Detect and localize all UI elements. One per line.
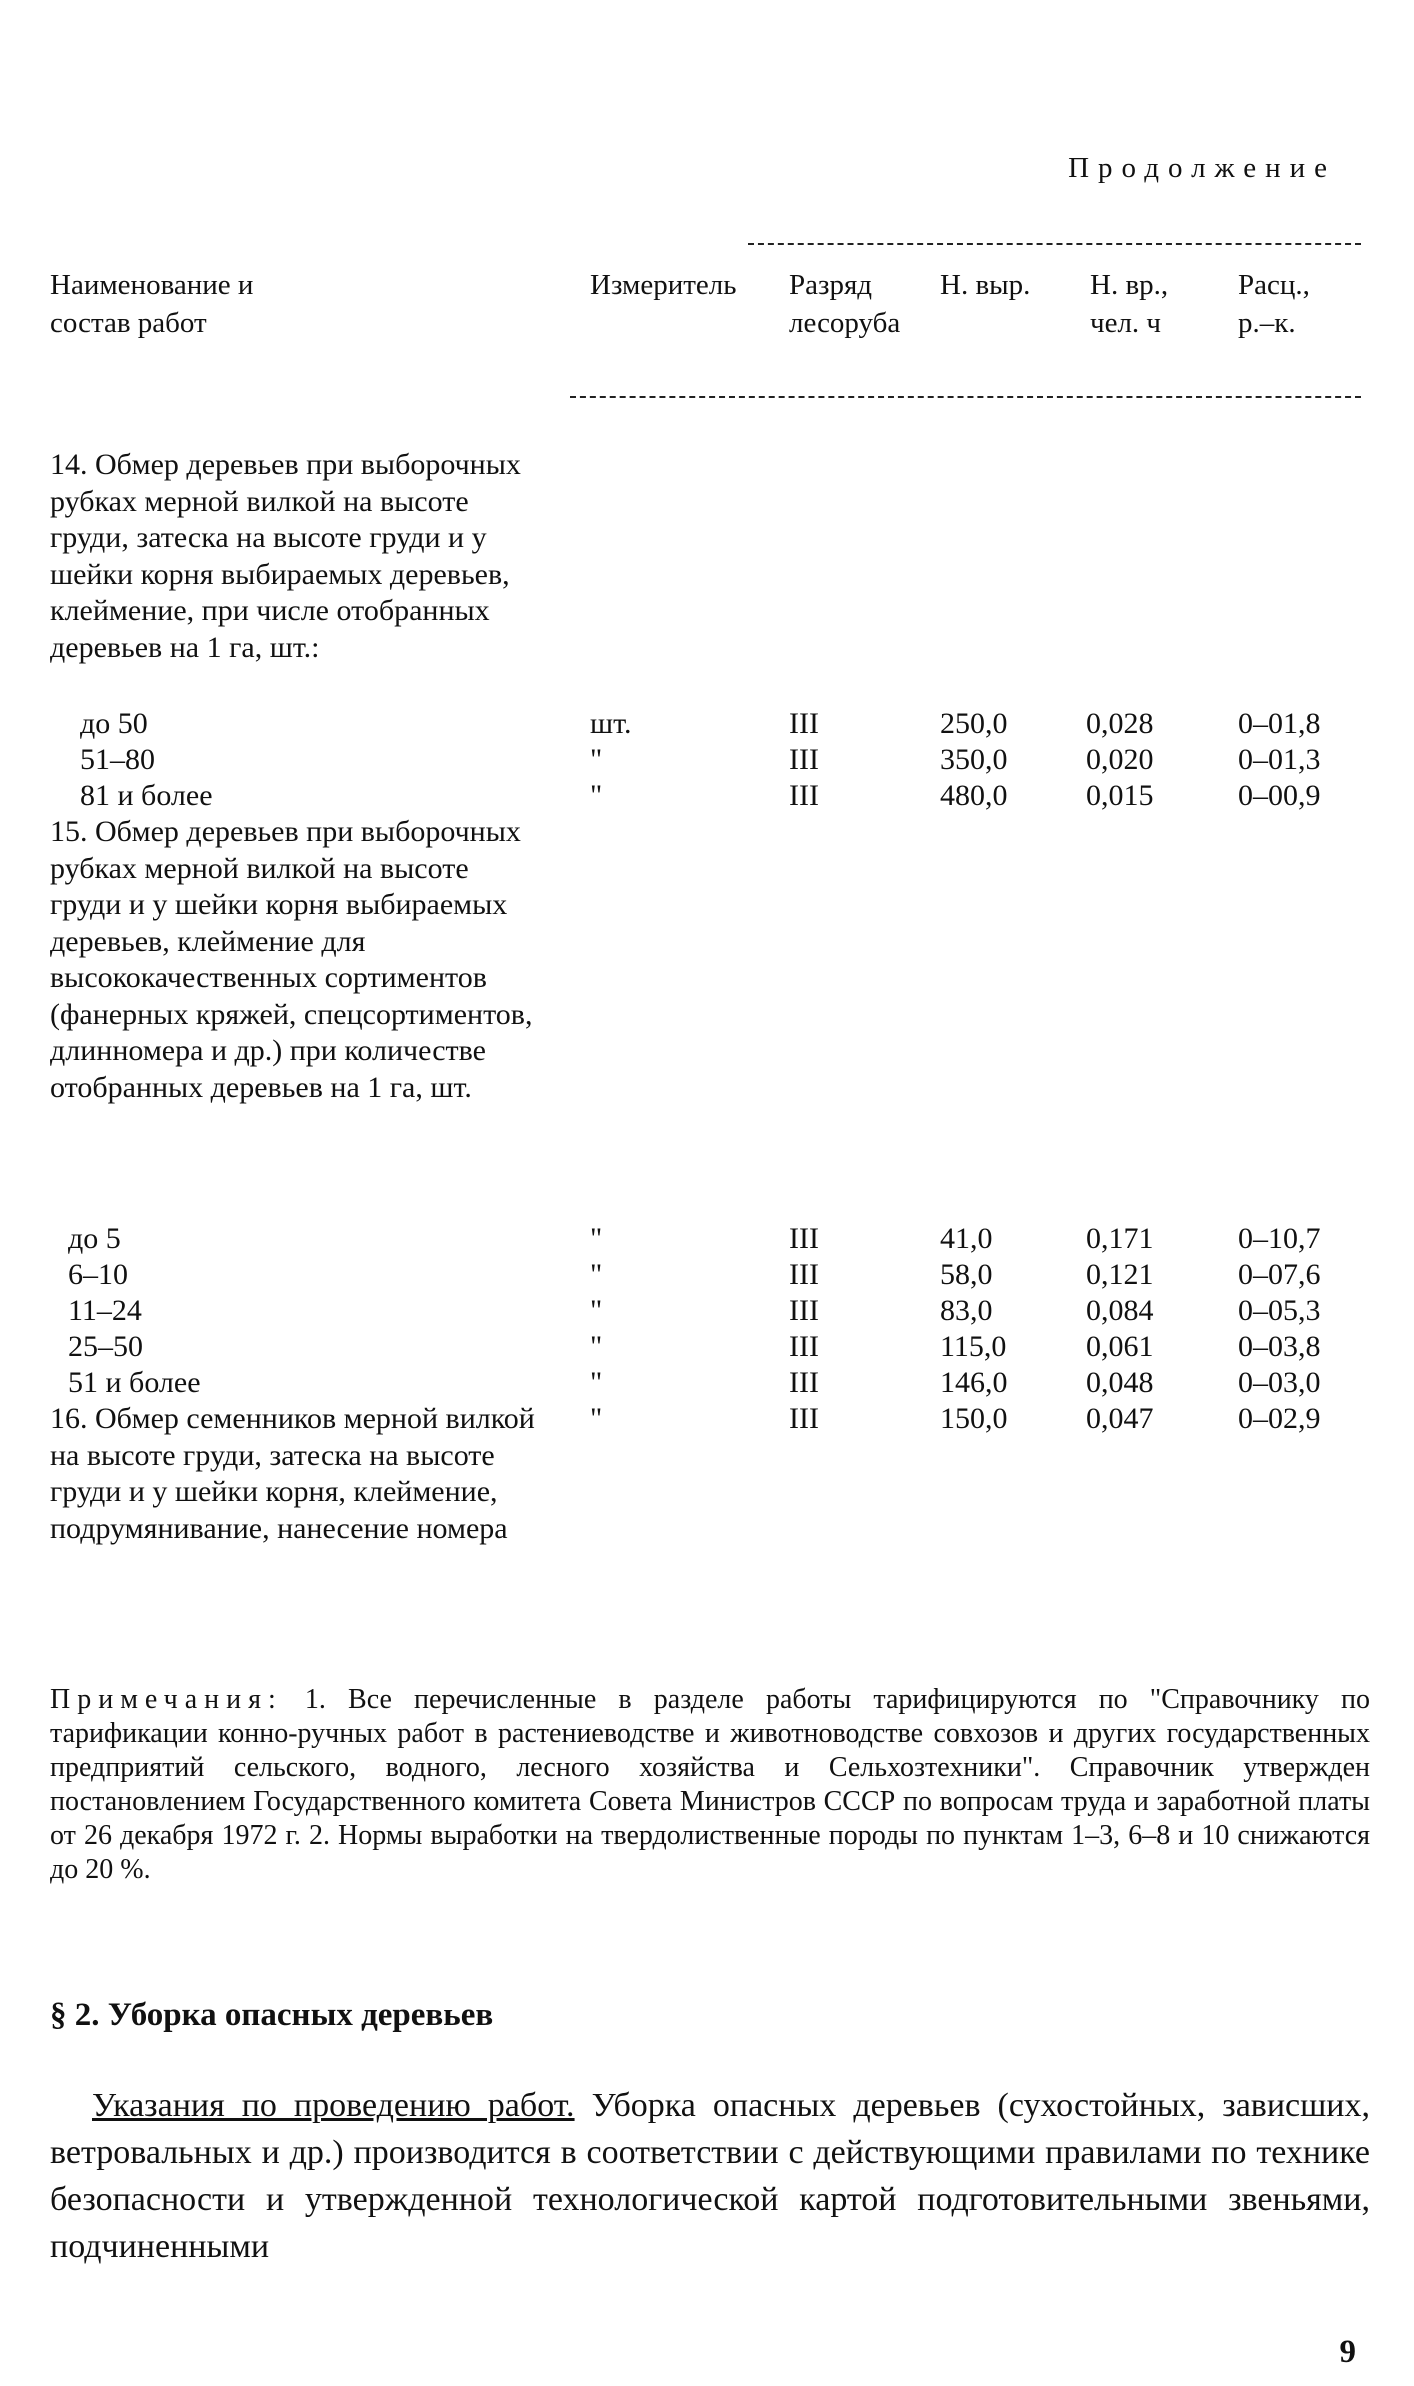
row-time: 0,171 <box>1086 1222 1154 1255</box>
row-grade: III <box>789 1222 819 1255</box>
row-output: 41,0 <box>940 1222 993 1255</box>
row-rate: 0–10,7 <box>1238 1222 1321 1255</box>
row-output: 480,0 <box>940 779 1008 812</box>
row-rate: 0–05,3 <box>1238 1294 1321 1327</box>
row-label: 51–80 <box>80 743 155 776</box>
row-unit: " <box>590 1402 603 1435</box>
row-output: 250,0 <box>940 707 1008 740</box>
row-unit: " <box>590 1294 603 1327</box>
section-title: § 2. Уборка опасных деревьев <box>50 1997 494 2033</box>
row-grade: III <box>789 707 819 740</box>
row-rate: 0–03,8 <box>1238 1330 1321 1363</box>
notes-text: 1. Все перечисленные в разделе работы тарифицируются по "Справочнику по тарификации конно-ручных работ в растениеводстве и животноводстве совхозов и других государственных предприятий сельского, водного, лесного хозяйства и Сельхозтехники". Справочник утвержден постановлением Государственного комитета Совета Министров СССР по вопросам труда и заработной платы от 26 декабря 1972 г. 2. Нормы выработки на твердолиственные породы по пунктам 1–3, 6–8 и 10 снижаются до 20 %. <box>50 1684 1370 1885</box>
row-output: 350,0 <box>940 743 1008 776</box>
header-norm-time: Н. вр., чел. ч <box>1090 269 1169 339</box>
notes-label: Примечания: <box>50 1684 283 1715</box>
row-time: 0,061 <box>1086 1330 1154 1363</box>
row-label: до 50 <box>80 707 148 740</box>
row-time: 0,047 <box>1086 1402 1154 1435</box>
row-rate: 0–02,9 <box>1238 1402 1321 1435</box>
item-16-description: 16. Обмер семенников мерной вилкой на высоте груди, затеска на высоте груди и у шейки корня, клеймение, подрумянивание, нанесение номера <box>50 1402 535 1545</box>
row-output: 83,0 <box>940 1294 993 1327</box>
row-label: 25–50 <box>68 1330 143 1363</box>
header-rate: Расц., р.–к. <box>1238 269 1310 339</box>
header-bottom-rule <box>570 396 1361 398</box>
row-grade: III <box>789 1366 819 1399</box>
row-time: 0,028 <box>1086 707 1154 740</box>
row-label: до 5 <box>68 1222 121 1255</box>
row-rate: 0–07,6 <box>1238 1258 1321 1291</box>
paragraph-text: Уборка опасных деревьев (сухостойных, зависших, ветровальных и др.) производится в соответствии с действующими правилами по технике безопасности и утвержденной технологической картой подготовительными звеньями, подчиненными <box>50 2087 1370 2265</box>
row-unit: " <box>590 1222 603 1255</box>
row-rate: 0–01,3 <box>1238 743 1321 776</box>
section-paragraph <box>50 2082 1370 2270</box>
continuation-label: Продолжение <box>1068 152 1336 184</box>
row-label: 6–10 <box>68 1258 128 1291</box>
row-grade: III <box>789 1258 819 1291</box>
row-time: 0,048 <box>1086 1366 1154 1399</box>
paragraph-lead: Указания по проведению работ. <box>92 2087 575 2124</box>
row-rate: 0–01,8 <box>1238 707 1321 740</box>
row-time: 0,015 <box>1086 779 1154 812</box>
row-unit: " <box>590 1366 603 1399</box>
row-output: 115,0 <box>940 1330 1007 1363</box>
header-grade: Разряд лесоруба <box>789 269 901 339</box>
header-top-rule <box>748 243 1361 245</box>
row-output: 150,0 <box>940 1402 1008 1435</box>
row-unit: " <box>590 1330 603 1363</box>
page-number: 9 <box>1339 2334 1356 2370</box>
item-15-description: 15. Обмер деревьев при выборочных рубках мерной вилкой на высоте груди и у шейки корня выбираемых деревьев, клеймение для высококачественных сортиментов (фанерных кряжей, спецсортиментов, длинномера и др.) при количестве отобранных деревьев на 1 га, шт. <box>50 815 533 1104</box>
row-label: 51 и более <box>68 1366 201 1399</box>
row-time: 0,121 <box>1086 1258 1154 1291</box>
row-label: 11–24 <box>68 1294 142 1327</box>
row-output: 58,0 <box>940 1258 993 1291</box>
row-unit: " <box>590 743 603 776</box>
row-label: 81 и более <box>80 779 213 812</box>
row-rate: 0–00,9 <box>1238 779 1321 812</box>
row-output: 146,0 <box>940 1366 1008 1399</box>
row-grade: III <box>789 1330 819 1363</box>
row-grade: III <box>789 1294 819 1327</box>
row-time: 0,020 <box>1086 743 1154 776</box>
row-unit: " <box>590 779 603 812</box>
notes-block <box>50 1683 1370 1887</box>
header-norm-output: Н. выр. <box>940 269 1031 301</box>
row-time: 0,084 <box>1086 1294 1154 1327</box>
row-grade: III <box>789 743 819 776</box>
row-unit: шт. <box>590 707 632 740</box>
item-14-description: 14. Обмер деревьев при выборочных рубках мерной вилкой на высоте груди, затеска на высоте груди и у шейки корня выбираемых деревьев, клеймение, при числе отобранных деревьев на 1 га, шт.: <box>50 448 521 664</box>
row-grade: III <box>789 1402 819 1435</box>
row-unit: " <box>590 1258 603 1291</box>
row-grade: III <box>789 779 819 812</box>
row-rate: 0–03,0 <box>1238 1366 1321 1399</box>
header-unit: Измеритель <box>590 269 737 301</box>
header-name: Наименование и состав работ <box>50 269 254 339</box>
